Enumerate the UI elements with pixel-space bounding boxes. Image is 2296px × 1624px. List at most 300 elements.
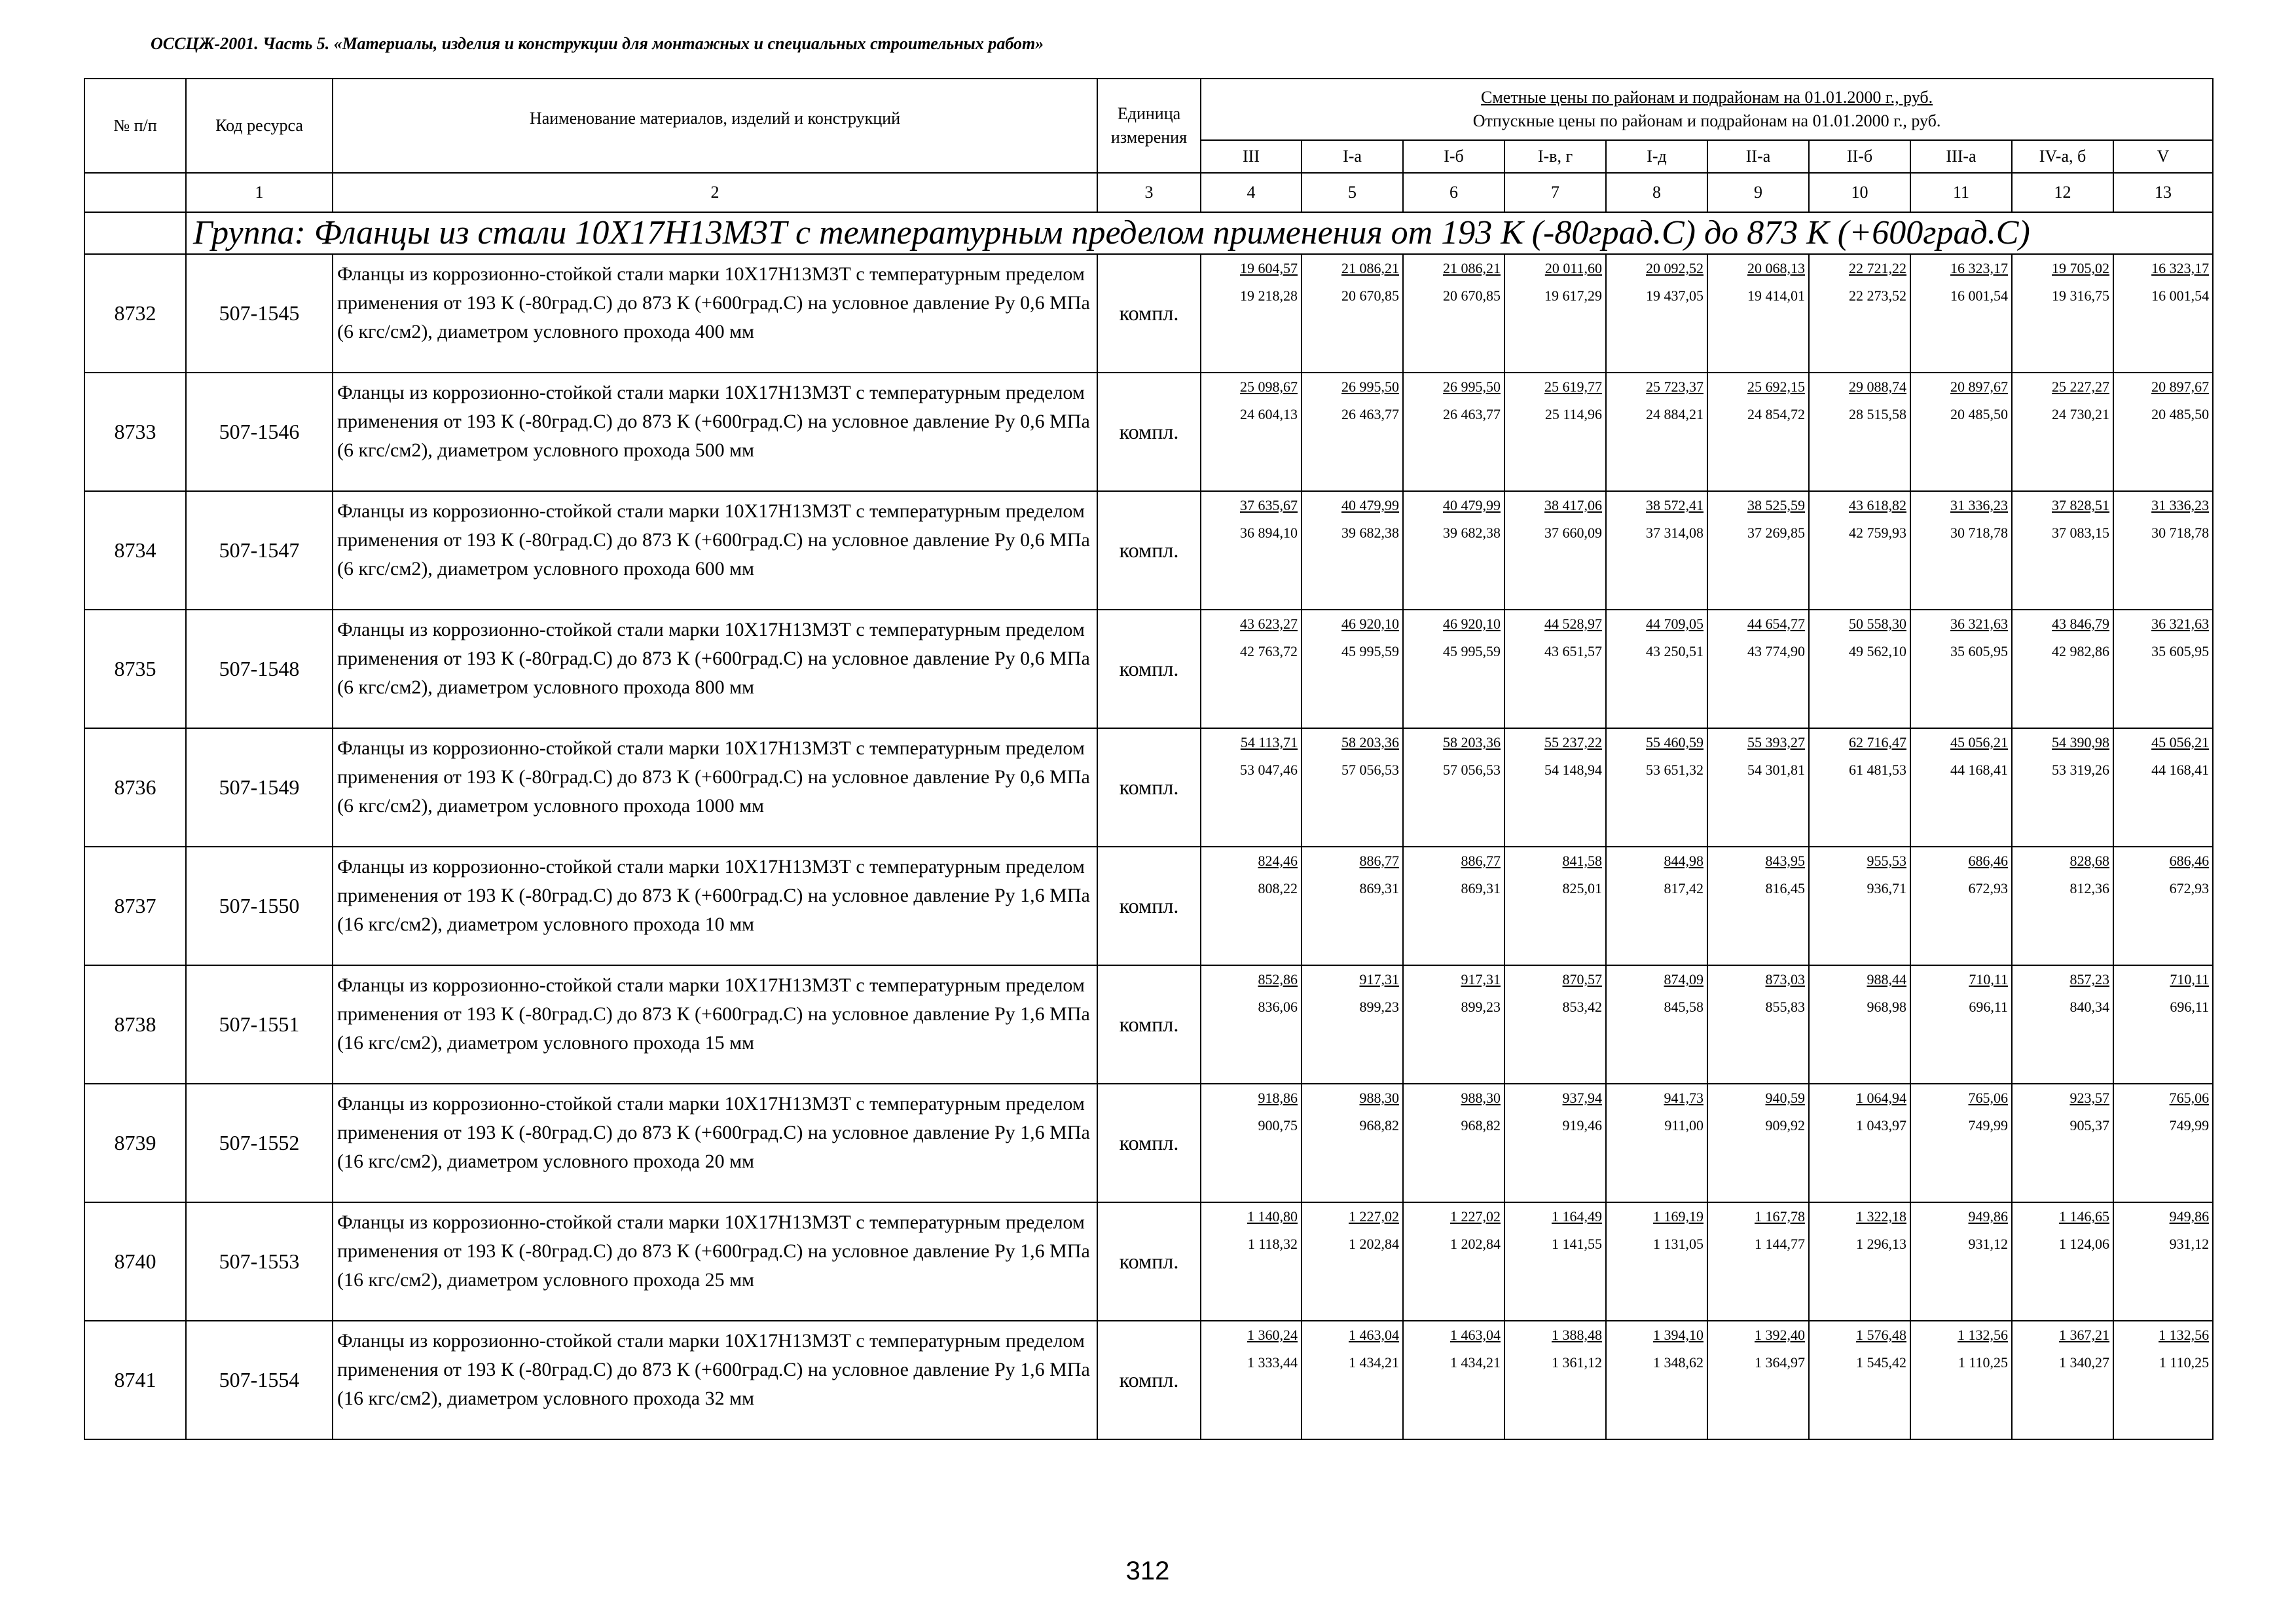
price-cell (1707, 491, 1809, 610)
price-cell (1504, 728, 1606, 847)
price-cell (1403, 847, 1504, 965)
release-price: 19 414,01 (1747, 287, 1805, 304)
estimate-price: 26 995,50 (1341, 378, 1399, 395)
estimate-prices-caption: Сметные цены по районам и подрайонам на 01.01.2000 г., руб. (1480, 88, 1933, 107)
row-number: 8741 (84, 1321, 186, 1439)
unit-of-measure: компл. (1097, 847, 1201, 965)
release-price: 49 562,10 (1849, 643, 1906, 659)
estimate-price: 31 336,23 (2151, 497, 2210, 513)
price-cell (1606, 847, 1707, 965)
estimate-price: 44 709,05 (1646, 616, 1704, 632)
release-price: 1 124,06 (2059, 1236, 2109, 1252)
price-cell (1504, 610, 1606, 728)
estimate-price: 36 321,63 (1950, 616, 2008, 632)
item-name: Фланцы из коррозионно-стойкой стали марки 10Х17Н13М3Т с температурным пределом применения от 193 К (-80град.С) до 873 К (+600град.С) на условное давление Ру 1,6 МПа (16 кгс/см2), диаметром условного прохода 10 мм (333, 847, 1097, 965)
estimate-price: 16 323,17 (2151, 260, 2210, 276)
release-price: 696,11 (1969, 999, 2008, 1015)
price-cell (1707, 610, 1809, 728)
estimate-price: 765,06 (2169, 1090, 2210, 1106)
price-cell (2113, 491, 2213, 610)
release-price: 1 545,42 (1856, 1354, 1906, 1371)
estimate-price: 20 897,67 (2151, 378, 2210, 395)
price-cell (1809, 847, 1910, 965)
estimate-price: 843,95 (1765, 853, 1805, 869)
price-cell (1302, 847, 1403, 965)
price-cell (1606, 1202, 1707, 1321)
estimate-price: 886,77 (1461, 853, 1501, 869)
estimate-price: 19 604,57 (1240, 260, 1298, 276)
estimate-price: 40 479,99 (1341, 497, 1399, 513)
estimate-price: 21 086,21 (1341, 260, 1399, 276)
price-cell (1910, 728, 2012, 847)
price-cell (1809, 254, 1910, 373)
price-cell (1809, 610, 1910, 728)
price-cell (1302, 373, 1403, 491)
price-cell (1403, 491, 1504, 610)
column-number: 8 (1606, 173, 1707, 212)
item-name: Фланцы из коррозионно-стойкой стали марки 10Х17Н13М3Т с температурным пределом применения от 193 К (-80град.С) до 873 К (+600град.С) на условное давление Ру 0,6 МПа (6 кгс/см2), диаметром условного прохода 800 мм (333, 610, 1097, 728)
estimate-price: 940,59 (1765, 1090, 1805, 1106)
prices-header (1201, 79, 2213, 140)
estimate-price: 43 623,27 (1240, 616, 1298, 632)
release-prices-caption: Отпускные цены по районам и подрайонам на 01.01.2000 г., руб. (1472, 111, 1941, 130)
release-price: 853,42 (1562, 999, 1602, 1015)
estimate-price: 1 227,02 (1349, 1208, 1399, 1225)
estimate-price: 45 056,21 (2151, 734, 2210, 750)
estimate-price: 1 322,18 (1856, 1208, 1906, 1225)
release-price: 28 515,58 (1849, 406, 1906, 422)
release-price: 968,82 (1359, 1117, 1399, 1134)
column-number: 3 (1097, 173, 1201, 212)
price-cell (1910, 1084, 2012, 1202)
release-price: 19 316,75 (2052, 287, 2109, 304)
column-number: 11 (1910, 173, 2012, 212)
resource-code: 507-1550 (186, 847, 333, 965)
column-number: 6 (1403, 173, 1504, 212)
estimate-price: 50 558,30 (1849, 616, 1906, 632)
region-header: I-а (1302, 140, 1403, 173)
price-cell (1606, 610, 1707, 728)
estimate-price: 40 479,99 (1443, 497, 1501, 513)
release-price: 53 651,32 (1646, 762, 1704, 778)
price-cell (2113, 254, 2213, 373)
release-price: 931,12 (2169, 1236, 2210, 1252)
price-cell (1201, 728, 1302, 847)
release-price: 61 481,53 (1849, 762, 1906, 778)
unit-of-measure: компл. (1097, 373, 1201, 491)
price-cell (1606, 728, 1707, 847)
resource-code: 507-1551 (186, 965, 333, 1084)
estimate-price: 886,77 (1359, 853, 1399, 869)
price-cell (1201, 373, 1302, 491)
release-price: 39 682,38 (1443, 525, 1501, 541)
release-price: 43 250,51 (1646, 643, 1704, 659)
price-cell (1707, 254, 1809, 373)
estimate-price: 19 705,02 (2052, 260, 2109, 276)
release-price: 840,34 (2069, 999, 2109, 1015)
release-price: 24 854,72 (1747, 406, 1805, 422)
price-cell (1606, 965, 1707, 1084)
region-header: IV-а, б (2012, 140, 2113, 173)
running-header: ОССЦЖ-2001. Часть 5. «Материалы, изделия и конструкции для монтажных и специальных строительных работ» (151, 34, 1044, 53)
release-price: 42 759,93 (1849, 525, 1906, 541)
price-cell (1201, 1084, 1302, 1202)
release-price: 20 485,50 (2151, 406, 2210, 422)
estimate-price: 1 394,10 (1653, 1327, 1704, 1343)
release-price: 825,01 (1562, 880, 1602, 896)
release-price: 1 333,44 (1247, 1354, 1298, 1371)
release-price: 44 168,41 (1950, 762, 2008, 778)
estimate-price: 1 164,49 (1552, 1208, 1602, 1225)
estimate-price: 1 392,40 (1755, 1327, 1805, 1343)
row-number: 8735 (84, 610, 186, 728)
item-name: Фланцы из коррозионно-стойкой стали марки 10Х17Н13М3Т с температурным пределом применения от 193 К (-80град.С) до 873 К (+600град.С) на условное давление Ру 0,6 МПа (6 кгс/см2), диаметром условного прохода 1000 мм (333, 728, 1097, 847)
price-cell (1403, 1084, 1504, 1202)
estimate-price: 918,86 (1258, 1090, 1298, 1106)
price-cell (1504, 491, 1606, 610)
estimate-price: 857,23 (2069, 971, 2109, 987)
release-price: 899,23 (1359, 999, 1399, 1015)
price-cell (1302, 1084, 1403, 1202)
row-number: 8734 (84, 491, 186, 610)
group-row (84, 212, 2213, 254)
table-row (84, 1084, 2213, 1202)
estimate-price: 917,31 (1359, 971, 1399, 987)
price-cell (1504, 254, 1606, 373)
price-cell (1606, 254, 1707, 373)
release-price: 19 617,29 (1544, 287, 1602, 304)
price-cell (2113, 847, 2213, 965)
price-cell (2113, 728, 2213, 847)
price-cell (2113, 610, 2213, 728)
resource-code: 507-1554 (186, 1321, 333, 1439)
price-cell (1201, 1202, 1302, 1321)
estimate-price: 16 323,17 (1950, 260, 2008, 276)
estimate-price: 1 367,21 (2059, 1327, 2109, 1343)
price-cell (2113, 1321, 2213, 1439)
price-cell (1606, 373, 1707, 491)
release-price: 53 319,26 (2052, 762, 2109, 778)
estimate-price: 1 132,56 (2159, 1327, 2210, 1343)
estimate-price: 25 723,37 (1646, 378, 1704, 395)
price-cell (1910, 1321, 2012, 1439)
estimate-price: 941,73 (1664, 1090, 1704, 1106)
release-price: 919,46 (1562, 1117, 1602, 1134)
release-price: 22 273,52 (1849, 287, 1906, 304)
estimate-price: 1 360,24 (1247, 1327, 1298, 1343)
item-name: Фланцы из коррозионно-стойкой стали марки 10Х17Н13М3Т с температурным пределом применения от 193 К (-80град.С) до 873 К (+600град.С) на условное давление Ру 0,6 МПа (6 кгс/см2), диаметром условного прохода 600 мм (333, 491, 1097, 610)
price-cell (1809, 373, 1910, 491)
release-price: 1 144,77 (1755, 1236, 1805, 1252)
release-price: 42 763,72 (1240, 643, 1298, 659)
unit-of-measure: компл. (1097, 728, 1201, 847)
price-cell (1504, 965, 1606, 1084)
column-number: 4 (1201, 173, 1302, 212)
price-cell (1707, 847, 1809, 965)
price-cell (1606, 1084, 1707, 1202)
unit-of-measure: компл. (1097, 254, 1201, 373)
item-name: Фланцы из коррозионно-стойкой стали марки 10Х17Н13М3Т с температурным пределом применения от 193 К (-80град.С) до 873 К (+600град.С) на условное давление Ру 1,6 МПа (16 кгс/см2), диаметром условного прохода 20 мм (333, 1084, 1097, 1202)
estimate-price: 1 388,48 (1552, 1327, 1602, 1343)
release-price: 968,98 (1867, 999, 1906, 1015)
col-code-header: Код ресурса (186, 79, 333, 173)
price-cell (2012, 1321, 2113, 1439)
unit-of-measure: компл. (1097, 1321, 1201, 1439)
column-number: 7 (1504, 173, 1606, 212)
release-price: 16 001,54 (1950, 287, 2008, 304)
release-price: 869,31 (1461, 880, 1501, 896)
release-price: 1 202,84 (1349, 1236, 1399, 1252)
unit-of-measure: компл. (1097, 491, 1201, 610)
price-cell (1403, 610, 1504, 728)
price-cell (1606, 1321, 1707, 1439)
estimate-price: 43 846,79 (2052, 616, 2109, 632)
release-price: 812,36 (2069, 880, 2109, 896)
release-price: 24 604,13 (1240, 406, 1298, 422)
col-unit-header: Единица измерения (1097, 79, 1201, 173)
row-number: 8738 (84, 965, 186, 1084)
price-cell (2012, 1202, 2113, 1321)
estimate-price: 38 417,06 (1544, 497, 1602, 513)
price-cell (1809, 1084, 1910, 1202)
row-number: 8739 (84, 1084, 186, 1202)
estimate-price: 55 393,27 (1747, 734, 1805, 750)
price-cell (1809, 1202, 1910, 1321)
release-price: 20 670,85 (1443, 287, 1501, 304)
price-cell (2012, 491, 2113, 610)
release-price: 54 301,81 (1747, 762, 1805, 778)
estimate-price: 62 716,47 (1849, 734, 1906, 750)
price-cell (1403, 965, 1504, 1084)
release-price: 16 001,54 (2151, 287, 2210, 304)
price-cell (1302, 254, 1403, 373)
release-price: 1 361,12 (1552, 1354, 1602, 1371)
price-cell (1201, 965, 1302, 1084)
release-price: 1 434,21 (1450, 1354, 1501, 1371)
price-cell (1910, 254, 2012, 373)
estimate-price: 1 132,56 (1958, 1327, 2008, 1343)
release-price: 20 670,85 (1341, 287, 1399, 304)
price-cell (1504, 847, 1606, 965)
row-number: 8733 (84, 373, 186, 491)
unit-of-measure: компл. (1097, 610, 1201, 728)
estimate-price: 710,11 (2170, 971, 2210, 987)
estimate-price: 44 654,77 (1747, 616, 1805, 632)
price-cell (1504, 373, 1606, 491)
release-price: 1 434,21 (1349, 1354, 1399, 1371)
release-price: 1 340,27 (2059, 1354, 2109, 1371)
estimate-price: 824,46 (1258, 853, 1298, 869)
table-row (84, 254, 2213, 373)
estimate-price: 686,46 (2169, 853, 2210, 869)
release-price: 43 651,57 (1544, 643, 1602, 659)
resource-code: 507-1545 (186, 254, 333, 373)
estimate-price: 54 390,98 (2052, 734, 2109, 750)
region-header: III (1201, 140, 1302, 173)
estimate-price: 20 092,52 (1646, 260, 1704, 276)
header-row-1 (84, 79, 2213, 140)
row-number: 8736 (84, 728, 186, 847)
price-cell (1302, 491, 1403, 610)
release-price: 1 118,32 (1247, 1236, 1298, 1252)
estimate-price: 25 227,27 (2052, 378, 2109, 395)
price-cell (1910, 610, 2012, 728)
price-cell (1504, 1321, 1606, 1439)
price-cell (1707, 373, 1809, 491)
release-price: 43 774,90 (1747, 643, 1805, 659)
region-header: II-а (1707, 140, 1809, 173)
estimate-price: 923,57 (2069, 1090, 2109, 1106)
estimate-price: 870,57 (1562, 971, 1602, 987)
release-price: 855,83 (1765, 999, 1805, 1015)
release-price: 45 995,59 (1443, 643, 1501, 659)
price-cell (2113, 1202, 2213, 1321)
release-price: 696,11 (2170, 999, 2210, 1015)
price-cell (1707, 1321, 1809, 1439)
resource-code: 507-1553 (186, 1202, 333, 1321)
estimate-price: 1 146,65 (2059, 1208, 2109, 1225)
estimate-price: 25 692,15 (1747, 378, 1805, 395)
price-cell (1809, 965, 1910, 1084)
release-price: 1 131,05 (1653, 1236, 1704, 1252)
estimate-price: 46 920,10 (1443, 616, 1501, 632)
release-price: 1 110,25 (1958, 1354, 2008, 1371)
region-header: V (2113, 140, 2213, 173)
region-header: I-б (1403, 140, 1504, 173)
region-header: I-д (1606, 140, 1707, 173)
estimate-price: 26 995,50 (1443, 378, 1501, 395)
release-price: 909,92 (1765, 1117, 1805, 1134)
table-row (84, 373, 2213, 491)
release-price: 905,37 (2069, 1117, 2109, 1134)
estimate-price: 917,31 (1461, 971, 1501, 987)
price-cell (2012, 728, 2113, 847)
price-cell (1403, 1202, 1504, 1321)
price-cell (1707, 1084, 1809, 1202)
estimate-price: 873,03 (1765, 971, 1805, 987)
price-cell (1910, 373, 2012, 491)
estimate-price: 46 920,10 (1341, 616, 1399, 632)
release-price: 39 682,38 (1341, 525, 1399, 541)
release-price: 936,71 (1867, 880, 1906, 896)
release-price: 24 884,21 (1646, 406, 1704, 422)
release-price: 817,42 (1664, 880, 1704, 896)
item-name: Фланцы из коррозионно-стойкой стали марки 10Х17Н13М3Т с температурным пределом применения от 193 К (-80град.С) до 873 К (+600град.С) на условное давление Ру 0,6 МПа (6 кгс/см2), диаметром условного прохода 400 мм (333, 254, 1097, 373)
estimate-price: 1 463,04 (1349, 1327, 1399, 1343)
col-no-header: № п/п (84, 79, 186, 173)
estimate-price: 1 140,80 (1247, 1208, 1298, 1225)
release-price: 35 605,95 (1950, 643, 2008, 659)
table-row (84, 491, 2213, 610)
estimate-price: 36 321,63 (2151, 616, 2210, 632)
release-price: 26 463,77 (1443, 406, 1501, 422)
estimate-price: 58 203,36 (1443, 734, 1501, 750)
price-cell (1201, 1321, 1302, 1439)
estimate-price: 20 011,60 (1544, 260, 1602, 276)
estimate-price: 38 572,41 (1646, 497, 1704, 513)
estimate-price: 1 463,04 (1450, 1327, 1501, 1343)
price-cell (1302, 1202, 1403, 1321)
price-cell (1910, 491, 2012, 610)
price-cell (2012, 373, 2113, 491)
price-cell (2113, 965, 2213, 1084)
estimate-price: 852,86 (1258, 971, 1298, 987)
estimate-price: 765,06 (1968, 1090, 2008, 1106)
release-price: 30 718,78 (2151, 525, 2210, 541)
release-price: 968,82 (1461, 1117, 1501, 1134)
estimate-price: 55 237,22 (1544, 734, 1602, 750)
release-price: 1 141,55 (1552, 1236, 1602, 1252)
estimate-price: 1 167,78 (1755, 1208, 1805, 1225)
resource-code: 507-1552 (186, 1084, 333, 1202)
release-price: 672,93 (2169, 880, 2210, 896)
row-number: 8737 (84, 847, 186, 965)
release-price: 899,23 (1461, 999, 1501, 1015)
release-price: 1 348,62 (1653, 1354, 1704, 1371)
release-price: 749,99 (2169, 1117, 2210, 1134)
estimate-price: 55 460,59 (1646, 734, 1704, 750)
price-cell (1606, 491, 1707, 610)
estimate-price: 841,58 (1562, 853, 1602, 869)
price-cell (2012, 254, 2113, 373)
estimate-price: 1 169,19 (1653, 1208, 1704, 1225)
price-cell (1809, 1321, 1910, 1439)
release-price: 25 114,96 (1544, 406, 1602, 422)
column-number: 10 (1809, 173, 1910, 212)
price-cell (1403, 373, 1504, 491)
estimate-price: 37 828,51 (2052, 497, 2109, 513)
region-header: II-б (1809, 140, 1910, 173)
release-price: 900,75 (1258, 1117, 1298, 1134)
unit-of-measure: компл. (1097, 1084, 1201, 1202)
price-cell (2012, 610, 2113, 728)
price-cell (1302, 728, 1403, 847)
estimate-price: 949,86 (2169, 1208, 2210, 1225)
column-number: 1 (186, 173, 333, 212)
release-price: 53 047,46 (1240, 762, 1298, 778)
region-header: I-в, г (1504, 140, 1606, 173)
release-price: 35 605,95 (2151, 643, 2210, 659)
release-price: 37 083,15 (2052, 525, 2109, 541)
unit-of-measure: компл. (1097, 965, 1201, 1084)
price-cell (2113, 1084, 2213, 1202)
estimate-price: 20 897,67 (1950, 378, 2008, 395)
release-price: 54 148,94 (1544, 762, 1602, 778)
unit-of-measure: компл. (1097, 1202, 1201, 1321)
estimate-price: 25 098,67 (1240, 378, 1298, 395)
row-number: 8732 (84, 254, 186, 373)
estimate-price: 44 528,97 (1544, 616, 1602, 632)
table-row (84, 1321, 2213, 1439)
release-price: 808,22 (1258, 880, 1298, 896)
price-cell (1910, 1202, 2012, 1321)
price-table (84, 78, 2214, 1440)
estimate-price: 1 576,48 (1856, 1327, 1906, 1343)
estimate-price: 21 086,21 (1443, 260, 1501, 276)
price-cell (1707, 1202, 1809, 1321)
table-row (84, 965, 2213, 1084)
release-price: 845,58 (1664, 999, 1704, 1015)
price-cell (1201, 491, 1302, 610)
price-cell (1910, 965, 2012, 1084)
column-number: 2 (333, 173, 1097, 212)
release-price: 1 296,13 (1856, 1236, 1906, 1252)
estimate-price: 54 113,71 (1240, 734, 1298, 750)
column-number: 12 (2012, 173, 2113, 212)
release-price: 1 043,97 (1856, 1117, 1906, 1134)
item-name: Фланцы из коррозионно-стойкой стали марки 10Х17Н13М3Т с температурным пределом применения от 193 К (-80град.С) до 873 К (+600град.С) на условное давление Ру 1,6 МПа (16 кгс/см2), диаметром условного прохода 15 мм (333, 965, 1097, 1084)
estimate-price: 45 056,21 (1950, 734, 2008, 750)
